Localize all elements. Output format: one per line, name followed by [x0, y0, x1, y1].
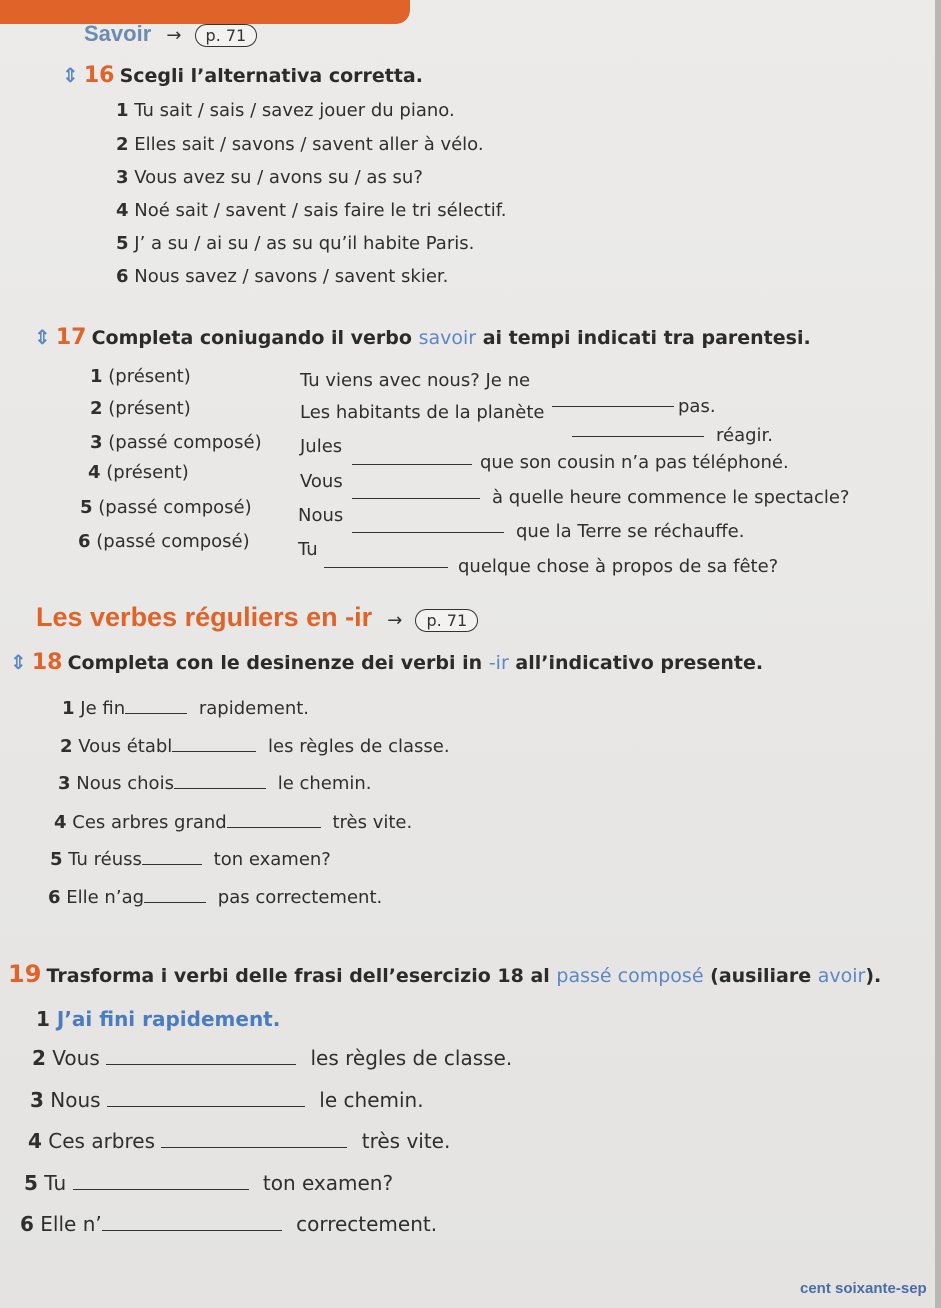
list-item: 2 Vous les règles de classe. — [32, 1046, 513, 1070]
list-item: 1 Je fin rapidement. — [62, 698, 310, 719]
answer-blank[interactable] — [324, 551, 448, 568]
list-item: 6 Elle n’ correctement. — [20, 1212, 438, 1236]
list-item: 4 Ces arbres très vite. — [28, 1129, 451, 1153]
answer-blank[interactable] — [552, 390, 674, 407]
tense-label: 2 (présent) — [90, 398, 191, 419]
exercise-title: Completa con le desinenze dei verbi in -ir all’indicativo presente. — [67, 652, 764, 674]
double-arrow-icon: ⇕ — [34, 325, 51, 349]
answer-blank[interactable] — [352, 516, 504, 533]
tense-label: 6 (passé composé) — [78, 531, 250, 552]
answer-blank[interactable] — [174, 772, 266, 789]
page-reference[interactable]: p. 71 — [195, 24, 258, 47]
answer-blank[interactable] — [107, 1090, 305, 1107]
answer-blank[interactable] — [125, 697, 187, 714]
double-arrow-icon: ⇕ — [62, 63, 79, 87]
list-item: 5 J’ a su / ai su / as su qu’il habite Paris. — [116, 233, 475, 254]
fill-sentence-end: à quelle heure commence le spectacle? — [492, 487, 850, 508]
list-item: 5 Tu ton examen? — [24, 1171, 394, 1195]
exercise-18-heading — [10, 650, 763, 675]
example-answer: 1 J’ai fini rapidement. — [36, 1007, 281, 1031]
fill-sentence: Nous — [298, 505, 344, 526]
exercise-title: Completa coniugando il verbo savoir ai tempi indicati tra parentesi. — [91, 327, 811, 349]
list-item: 2 Elles sait / savons / savent aller à vélo. — [116, 134, 484, 155]
exercise-number: 18 — [31, 650, 63, 675]
tense-label: 5 (passé composé) — [80, 497, 252, 518]
list-item: 5 Tu réuss ton examen? — [50, 849, 331, 870]
fill-sentence-end: réagir. — [716, 425, 774, 446]
fill-sentence: Tu — [298, 539, 318, 560]
answer-blank[interactable] — [106, 1048, 296, 1065]
section-title: Savoir — [84, 21, 152, 46]
section-title: Les verbes réguliers en -ir — [36, 602, 373, 632]
answer-blank[interactable] — [352, 482, 480, 499]
page-edge-shadow — [935, 0, 941, 1308]
exercise-number: 16 — [83, 63, 115, 88]
arrow-right-icon: → — [166, 25, 182, 46]
arrow-right-icon: → — [387, 610, 403, 631]
exercise-19-heading — [8, 960, 881, 988]
answer-blank[interactable] — [144, 886, 206, 903]
list-item: 6 Nous savez / savons / savent skier. — [116, 266, 449, 287]
tense-label: 1 (présent) — [90, 366, 191, 387]
fill-sentence-end: pas. — [678, 396, 716, 417]
answer-blank[interactable] — [227, 811, 321, 828]
list-item: 4 Ces arbres grand très vite. — [54, 812, 413, 833]
list-item: 6 Elle n’ag pas correctement. — [48, 887, 383, 908]
answer-blank[interactable] — [161, 1131, 347, 1148]
section-header-savoir — [84, 21, 257, 47]
exercise-16-heading — [62, 63, 423, 88]
fill-sentence-end: que la Terre se réchauffe. — [516, 521, 745, 542]
page-number-footer: cent soixante-sep — [800, 1280, 927, 1297]
list-item: 4 Noé sait / savent / sais faire le tri sélectif. — [116, 200, 507, 221]
exercise-number: 19 — [8, 960, 42, 988]
answer-blank[interactable] — [572, 420, 704, 437]
fill-sentence: Tu viens avec nous? Je ne — [300, 370, 531, 391]
answer-blank[interactable] — [142, 848, 202, 865]
list-item: 3 Nous chois le chemin. — [58, 773, 372, 794]
page-reference[interactable]: p. 71 — [415, 609, 478, 632]
answer-blank[interactable] — [172, 735, 256, 752]
fill-sentence: Vous — [300, 471, 343, 492]
fill-sentence: Les habitants de la planète — [300, 402, 545, 423]
exercise-number: 17 — [55, 325, 87, 350]
double-arrow-icon: ⇕ — [10, 650, 27, 674]
list-item: 3 Nous le chemin. — [30, 1088, 424, 1112]
tense-label: 3 (passé composé) — [90, 432, 262, 453]
fill-sentence-end: quelque chose à propos de sa fête? — [458, 556, 779, 577]
list-item: 1 Tu sait / sais / savez jouer du piano. — [116, 100, 455, 121]
answer-blank[interactable] — [73, 1173, 249, 1190]
fill-sentence: Jules — [300, 436, 343, 457]
list-item: 2 Vous établ les règles de classe. — [60, 736, 450, 757]
section-header-ir-verbs — [36, 602, 478, 633]
tense-label: 4 (présent) — [88, 462, 189, 483]
answer-blank[interactable] — [102, 1214, 282, 1231]
exercise-title: Trasforma i verbi delle frasi dell’esercizio 18 al passé composé (ausiliare avoir). — [46, 965, 882, 987]
exercise-17-heading — [34, 325, 811, 350]
list-item: 3 Vous avez su / avons su / as su? — [116, 167, 423, 188]
answer-blank[interactable] — [352, 448, 472, 465]
exercise-title: Scegli l’alternativa corretta. — [119, 65, 423, 87]
fill-sentence-end: que son cousin n’a pas téléphoné. — [480, 452, 789, 473]
